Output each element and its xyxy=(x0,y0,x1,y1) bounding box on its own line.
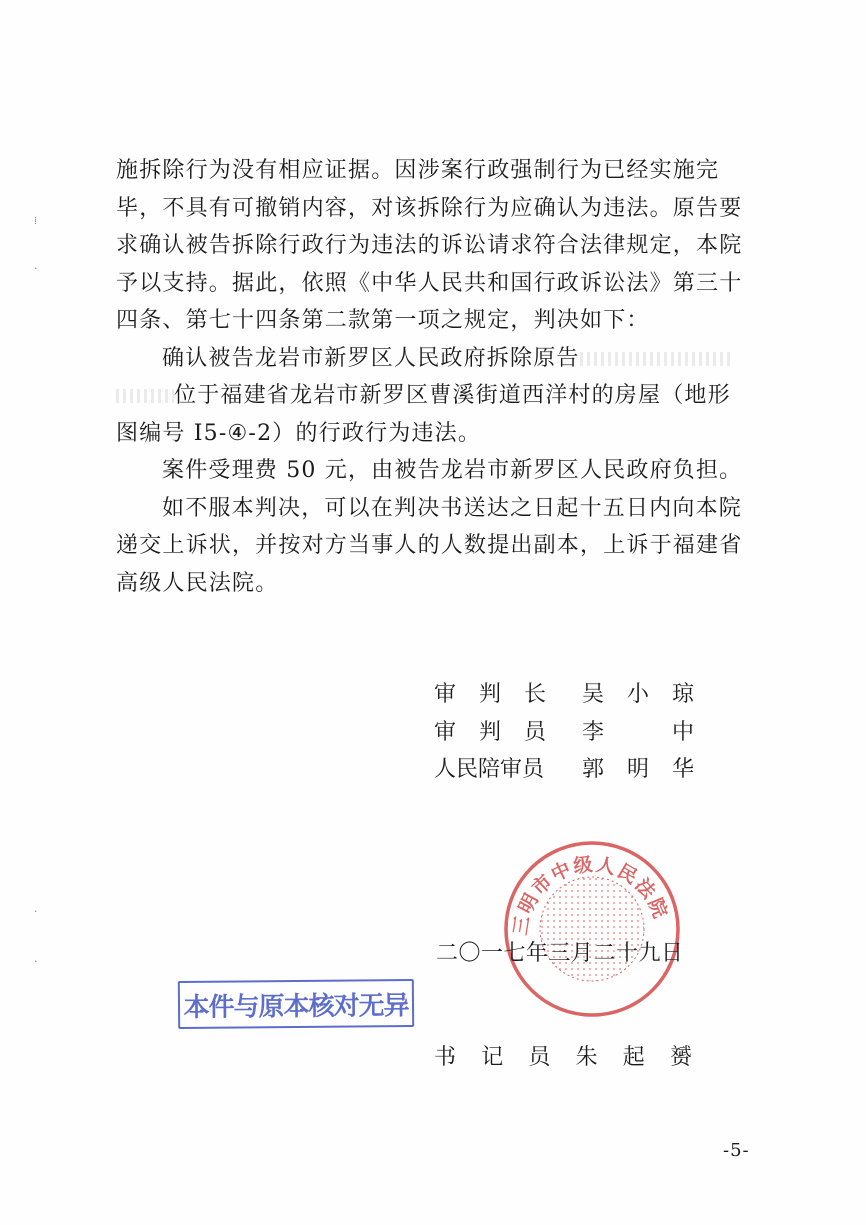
role-char: 员 xyxy=(523,719,546,745)
signer-name xyxy=(582,676,694,714)
role-char: 长 xyxy=(523,682,546,707)
signer-role: 人民陪审员 xyxy=(434,757,545,782)
signer-name xyxy=(582,714,694,752)
role-char: 判 xyxy=(478,682,501,707)
scan-speck: ⁞ xyxy=(34,214,38,227)
name-char: 中 xyxy=(671,719,694,745)
page-number: -5- xyxy=(723,1140,750,1161)
ruling-text-part2: 位于福建省龙岩市新罗区曹溪街道西洋村的房屋（地形图编号 I5-④-2）的行政行为违法。 xyxy=(116,383,731,446)
name-char: 小 xyxy=(626,682,649,707)
scan-speck: · xyxy=(34,955,38,968)
seal-text: 三明市中级人民法院 xyxy=(509,853,672,937)
signature-block xyxy=(434,676,694,789)
role-char: 审 xyxy=(434,719,457,745)
name-char: 琼 xyxy=(671,682,694,707)
paragraph-fee: 案件受理费 50 元，由被告龙岩市新罗区人民政府负担。 xyxy=(162,458,743,483)
role-char: 审 xyxy=(434,682,457,707)
verification-stamp: 本件与原本核对无异 xyxy=(178,979,414,1029)
ruling-text-part1: 确认被告龙岩市新罗区人民政府拆除原告 xyxy=(162,345,580,371)
scan-speck: · xyxy=(34,905,38,918)
clerk-signature xyxy=(434,1040,692,1071)
judgment-date: 二〇一七年三月二十九日 xyxy=(436,941,684,966)
signer-role xyxy=(434,714,546,752)
signer-row xyxy=(434,714,694,752)
name-char: 明 xyxy=(626,757,649,782)
clerk-char: 书 xyxy=(434,1045,457,1070)
role-char: 判 xyxy=(478,719,501,745)
name-char: 郭 xyxy=(582,757,605,782)
signer-row xyxy=(434,751,694,789)
name-char: 李 xyxy=(582,719,605,745)
redaction-mark xyxy=(580,352,730,366)
redaction-mark xyxy=(116,389,174,403)
scan-speck: · xyxy=(34,262,38,275)
clerk-char: 朱 xyxy=(575,1045,598,1070)
signer-name xyxy=(582,751,694,789)
signer-role xyxy=(434,676,546,714)
court-seal xyxy=(503,840,681,1018)
name-char: 华 xyxy=(671,757,694,782)
paragraph-ruling xyxy=(116,340,752,453)
clerk-char: 记 xyxy=(481,1045,504,1070)
paragraph-appeal: 如不服本判决，可以在判决书送达之日起十五日内向本院递交上诉状，并按对方当事人的人数提出副本，上诉于福建省高级人民法院。 xyxy=(116,495,743,596)
clerk-char: 员 xyxy=(528,1045,551,1070)
name-char: 吴 xyxy=(582,682,605,707)
judgment-body xyxy=(116,152,752,602)
clerk-char: 赟 xyxy=(669,1045,692,1070)
paragraph-reasoning: 施拆除行为没有相应证据。因涉案行政强制行为已经实施完毕，不具有可撤销内容，对该拆除行为应确认为违法。原告要求确认被告拆除行政行为违法的诉讼请求符合法律规定，本院予以支持。据此，依照《中华人民共和国行政诉讼法》第三十四条、第七十四条第二款第一项之规定，判决如下： xyxy=(116,158,743,333)
clerk-char: 起 xyxy=(622,1045,645,1070)
signer-row xyxy=(434,676,694,714)
